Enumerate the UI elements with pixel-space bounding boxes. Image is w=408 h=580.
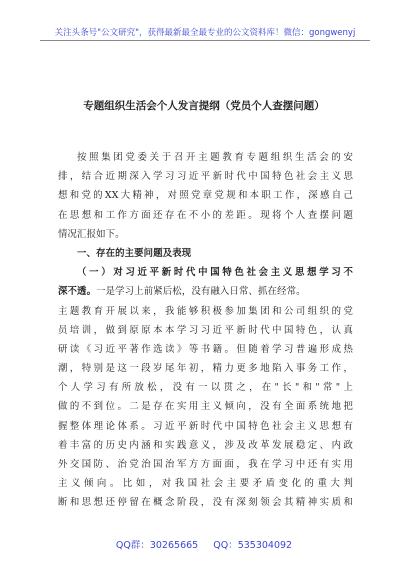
paragraph-line: 潮，特别是这一段岁尾年初，精力更多地陷入事务工作， — [58, 363, 353, 375]
paragraph-line: 着丰富的历史内涵和实践意义，涉及改革发展稳定、内政 — [58, 439, 353, 451]
header-banner: 关注头条号"公文研究"，获得最新最全最专业的公文资料库！微信：gongwenyj — [54, 28, 356, 38]
document-title: 专题组织生活会个人发言提纲（党员个人查摆问题） — [83, 100, 325, 112]
paragraph-line — [58, 282, 353, 301]
section-heading: 一、存在的主要问题及表现 — [77, 247, 192, 259]
paragraph-line: 排，结合近期深入学习习近平新时代中国特色社会主义思 — [58, 171, 353, 183]
paragraph-line: 个人学习有所放松，没有一以贯之，在"长"和"常"上 — [58, 382, 353, 394]
paragraph-line: 主题教育开展以来，我能够积极参加集团和公司组织的党 — [58, 305, 353, 317]
footer-contact — [0, 537, 408, 551]
subsection-heading-end: 深不透。 — [58, 286, 97, 298]
document-body — [58, 148, 353, 513]
paragraph-line: 主义倾向。比如，对我国社会主要矛盾变化的重大判 — [58, 478, 353, 490]
paragraph-line: 研读《习近平著作选读》等书籍。但随着学习普遍形成热 — [58, 343, 353, 355]
paragraph-line: 情况汇报如下。 — [58, 228, 125, 240]
footer-qq: QQ：535304092 — [213, 540, 293, 551]
paragraph-text: 一是学习上前紧后松，没有融入日常、抓在经常。 — [96, 286, 306, 298]
footer-qq-group: QQ群：30265665 — [115, 540, 199, 551]
paragraph-line: 按照集团党委关于召开主题教育专题组织生活会的安 — [77, 152, 353, 163]
paragraph-line: 外交国防、治党治国治军方方面面，我在学习中还有实用 — [58, 459, 353, 470]
paragraph-line: 断和思想还停留在概念阶段，没有深刻领会其精神实质和 — [58, 497, 353, 509]
subsection-heading: （一）对习近平新时代中国特色社会主义思想学习不 — [77, 267, 353, 279]
paragraph-line: 做的不到位。二是存在实用主义倾向，没有全面系统地把 — [58, 401, 353, 413]
paragraph-line: 在思想和工作方面还存在不小的差距。现将个人查摆问题 — [58, 209, 353, 221]
header-rule — [40, 40, 370, 41]
paragraph-line: 握整体理论体系。习近平新时代中国特色社会主义思想有 — [58, 420, 353, 432]
paragraph-line: 员培训，做到原原本本学习习近平新时代中国特色，认真 — [58, 324, 353, 336]
paragraph-line: 想和党的XX大精神，对照党章党规和本职工作，深感自己 — [58, 190, 353, 202]
